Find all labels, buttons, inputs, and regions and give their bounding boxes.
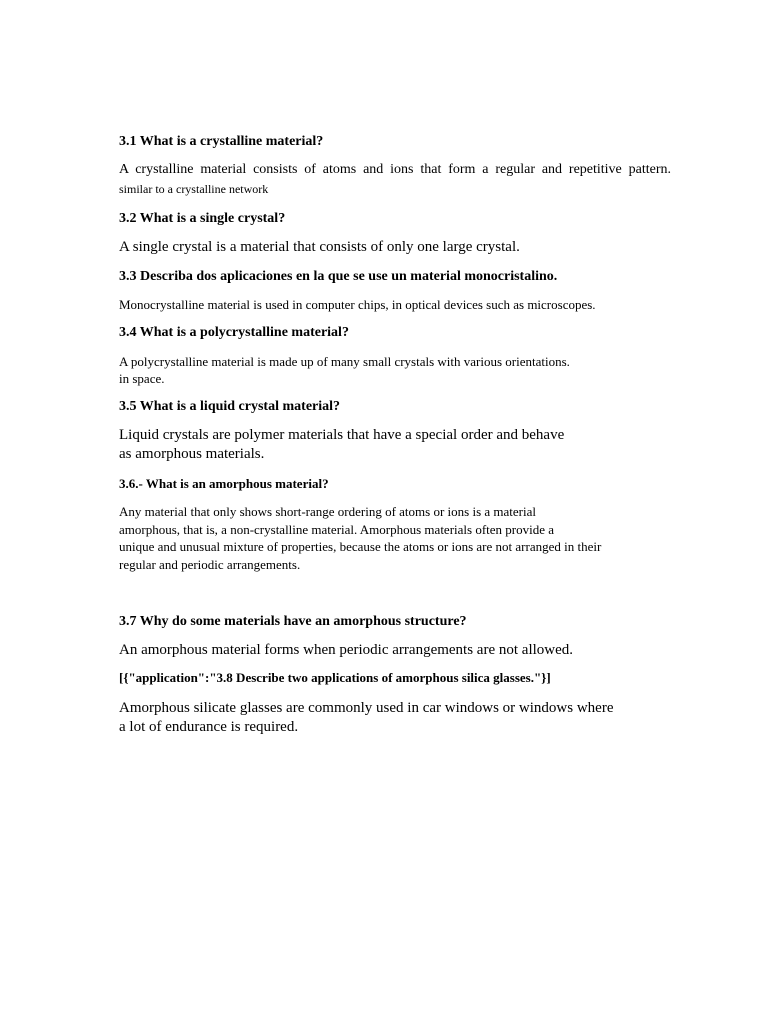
answer-3-3-line-1: Monocrystalline material is used in computer chips, in optical devices such as microscopes. — [119, 297, 596, 312]
question-3-5-heading: 3.5 What is a liquid crystal material? — [119, 399, 341, 414]
question-3-6-heading: 3.6.- What is an amorphous material? — [119, 476, 329, 491]
answer-3-8-line-1: Amorphous silicate glasses are commonly used in car windows or windows where — [119, 700, 614, 716]
question-3-4-heading: 3.4 What is a polycrystalline material? — [119, 325, 349, 340]
answer-3-6-line-1: Any material that only shows short-range ordering of atoms or ions is a material — [119, 504, 536, 519]
answer-3-1-line-2: similar to a crystalline network — [119, 182, 269, 196]
answer-3-6-line-4: regular and periodic arrangements. — [119, 557, 301, 572]
answer-3-6-line-3: unique and unusual mixture of properties, because the atoms or ions are not arranged in their — [119, 539, 602, 554]
answer-3-6-line-2: amorphous, that is, a non-crystalline material. Amorphous materials often provide a — [119, 522, 555, 537]
answer-3-4-line-1: A polycrystalline material is made up of many small crystals with various orientations. — [119, 354, 570, 369]
answer-3-1-line-1: A crystalline material consists of atoms and ions that form a regular and repetitive pattern. — [119, 162, 671, 177]
question-3-7-heading: 3.7 Why do some materials have an amorphous structure? — [119, 614, 467, 629]
answer-3-8-line-2: a lot of endurance is required. — [119, 719, 299, 735]
answer-3-5-line-2: as amorphous materials. — [119, 446, 265, 462]
answer-3-2-line-1: A single crystal is a material that consists of only one large crystal. — [119, 239, 520, 255]
answer-3-5-line-1: Liquid crystals are polymer materials that have a special order and behave — [119, 427, 565, 443]
question-3-1-heading: 3.1 What is a crystalline material? — [119, 134, 324, 149]
answer-3-7-line-1: An amorphous material forms when periodic arrangements are not allowed. — [119, 642, 574, 658]
question-3-2-heading: 3.2 What is a single crystal? — [119, 211, 286, 226]
question-3-3-heading: 3.3 Describa dos aplicaciones en la que se use un material monocristalino. — [119, 269, 558, 284]
question-3-8-heading: [{"application":"3.8 Describe two applications of amorphous silica glasses."}] — [119, 670, 551, 685]
answer-3-4-line-2: in space. — [119, 371, 165, 386]
